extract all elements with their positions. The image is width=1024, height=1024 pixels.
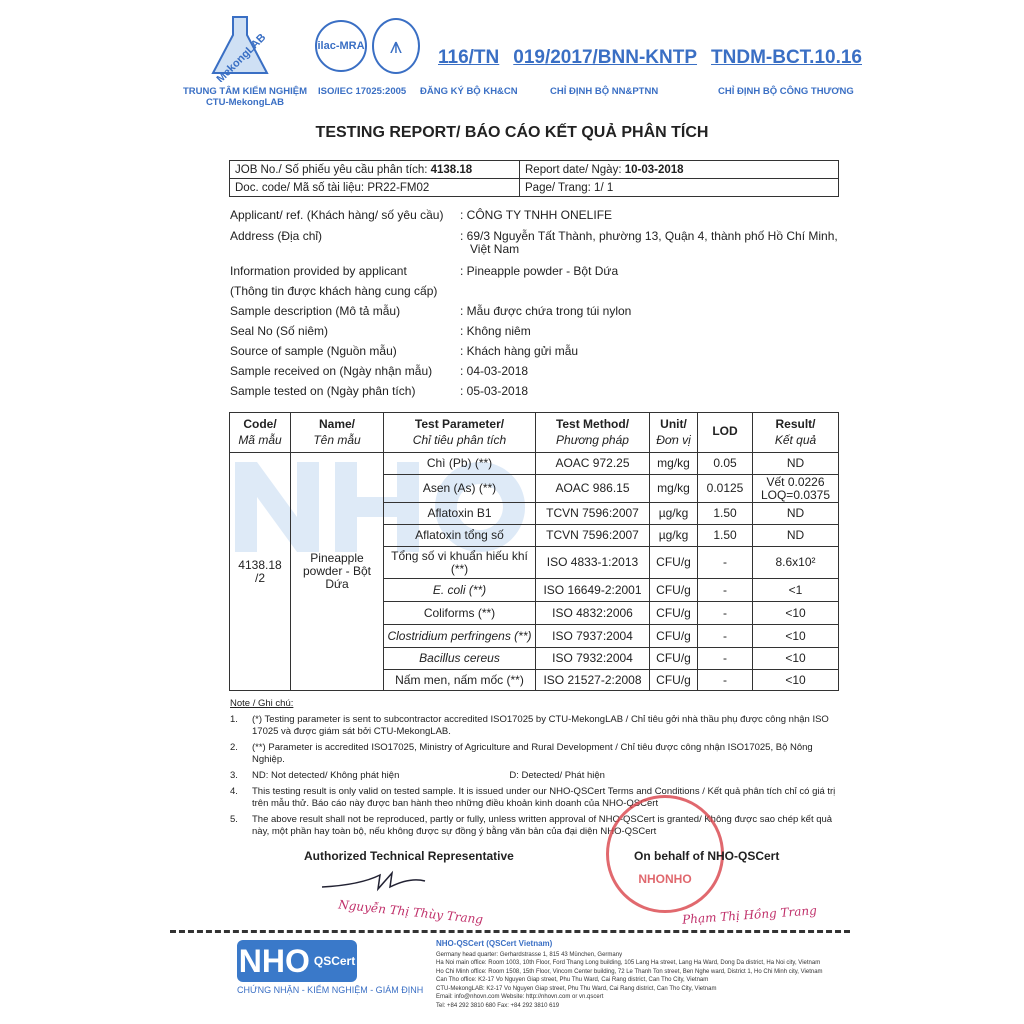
footer-line: Germany head quarter: Gerhardstrasse 1, 815 43 München, Germany	[436, 951, 623, 958]
field-label: (Thông tin được khách hàng cung cấp)	[230, 284, 438, 298]
signer-left-name: Nguyễn Thị Thùy Trang	[337, 897, 484, 927]
field-label: Seal No (Số niêm)	[230, 324, 329, 338]
test-method: AOAC 986.15	[536, 475, 650, 503]
result: <10	[753, 625, 839, 648]
lod: -	[698, 648, 753, 670]
unit: mg/kg	[650, 453, 698, 475]
signer-right-name: Phạm Thị Hồng Trang	[681, 903, 818, 927]
report-title: TESTING REPORT/ BÁO CÁO KẾT QUẢ PHÂN TÍCH	[315, 124, 709, 141]
note-item: 3. ND: Not detected/ Không phát hiện D: Detected/ Phát hiện	[230, 770, 605, 781]
lod: 0.0125	[698, 475, 753, 503]
test-parameter: Coliforms (**)	[384, 602, 536, 625]
field-label: Source of sample (Nguồn mẫu)	[230, 344, 397, 358]
unit: CFU/g	[650, 579, 698, 602]
result: ND	[753, 503, 839, 525]
unit: CFU/g	[650, 670, 698, 691]
test-parameter: E. coli (**)	[384, 579, 536, 602]
lod: -	[698, 670, 753, 691]
test-method: ISO 21527-2:2008	[536, 670, 650, 691]
footer-tagline: CHỨNG NHẬN - KIỂM NGHIỆM - GIÁM ĐỊNH	[237, 985, 424, 995]
designation-label-2: CHỈ ĐỊNH BỘ CÔNG THƯƠNG	[718, 86, 854, 97]
test-parameter: Bacillus cereus	[384, 648, 536, 670]
test-method: ISO 4832:2006	[536, 602, 650, 625]
iso-label: ISO/IEC 17025:2005	[318, 86, 407, 97]
designation-label-1: CHỈ ĐỊNH BỘ NN&PTNN	[550, 86, 659, 97]
column-header: Test Method/ Phương pháp	[536, 413, 650, 453]
footer-line: Email: info@nhovn.com Website: http://nhovn.com or vn.qscert	[436, 994, 604, 1000]
sample-name: Pineapple powder - Bột Dứa	[291, 453, 384, 691]
field-value-cont: Việt Nam	[470, 242, 520, 256]
field-value: : Mẫu được chứa trong túi nylon	[460, 304, 632, 318]
test-method: TCVN 7596:2007	[536, 525, 650, 547]
svg-text:MekongLAB: MekongLAB	[214, 31, 269, 82]
test-parameter: Tổng số vi khuẩn hiếu khí (**)	[384, 547, 536, 579]
result: <10	[753, 670, 839, 691]
field-value: : Không niêm	[460, 324, 531, 338]
column-header: Unit/ Đơn vị	[650, 413, 698, 453]
test-parameter: Aflatoxin B1	[384, 503, 536, 525]
unit: mg/kg	[650, 475, 698, 503]
sample-code: 4138.18 /2	[230, 453, 291, 691]
lab-name: TRUNG TÂM KIỂM NGHIỆM CTU-MekongLAB	[182, 86, 308, 108]
notes-title: Note / Ghi chú:	[230, 698, 294, 709]
unit: µg/kg	[650, 525, 698, 547]
column-header: Result/ Kết quả	[753, 413, 839, 453]
lod: 1.50	[698, 525, 753, 547]
nho-qscert-logo: NHO QSCert	[237, 940, 357, 982]
unit: CFU/g	[650, 648, 698, 670]
field-label: Sample description (Mô tả mẫu)	[230, 304, 401, 318]
unit: CFU/g	[650, 625, 698, 648]
test-method: ISO 7932:2004	[536, 648, 650, 670]
field-label: Address (Địa chỉ)	[230, 229, 323, 243]
footer-line: Can Tho office: K2-17 Vo Nguyen Giap street, Phu Thu Ward, Cai Rang district, Can Tho City, Vietnam	[436, 977, 709, 983]
report-meta-table: JOB No./ Số phiếu yêu cầu phân tích: 4138.18 Report date/ Ngày: 10-03-2018 Doc. code/ Mã số tài liệu: PR22-FM02 Page/ Trang: 1/ 1	[229, 160, 839, 197]
lod: 0.05	[698, 453, 753, 475]
result: 8.6x10²	[753, 547, 839, 579]
test-method: ISO 16649-2:2001	[536, 579, 650, 602]
on-behalf-label: On behalf of NHO-QSCert	[634, 849, 780, 863]
field-value: : Pineapple powder - Bột Dứa	[460, 264, 619, 278]
lod: -	[698, 547, 753, 579]
lod: -	[698, 625, 753, 648]
field-label: Sample tested on (Ngày phân tích)	[230, 384, 416, 398]
field-label: Applicant/ ref. (Khách hàng/ số yêu cầu)	[230, 208, 444, 222]
field-value: : 04-03-2018	[460, 364, 529, 378]
unit: CFU/g	[650, 547, 698, 579]
column-header: Name/ Tên mẫu	[291, 413, 384, 453]
result: Vết 0.0226 LOQ=0.0375	[753, 475, 839, 503]
registration-label: ĐĂNG KÝ BỘ KH&CN	[420, 86, 518, 97]
test-parameter: Clostridium perfringens (**)	[384, 625, 536, 648]
result: ND	[753, 525, 839, 547]
lod: 1.50	[698, 503, 753, 525]
signature-left	[320, 865, 430, 895]
field-value: : CÔNG TY TNHH ONELIFE	[460, 208, 613, 222]
test-method: ISO 4833-1:2013	[536, 547, 650, 579]
footer-contact: NHO-QSCert (QSCert Vietnam) Germany head quarter: Gerhardstrasse 1, 815 43 München, Germany Ha Noi main office: Room 1003, 10th Floor, Ford Thang Long building, 105 Lang Ha street, Lang Ha Ward, Dong Da district, Ha Noi city, Vietnam Ho Chi Minh office: Room 1508, 15th Floor, Vincom Center building, 72 Le Thanh Ton street, Ben Nghe ward, District 1, Ho Chi Minh city, Vietnam Can Tho office: K2-17 Vo Nguyen Giap street, Phu Thu Ward, Cai Rang district, Can Tho City, Vietnam CTU-MekongLAB: K2-17 Vo Nguyen Giap street, Phu Thu Ward, Cai Rang district, Can Tho City, Vietnam Email: info@nhovn.com Website: http://nhovn.com or vn.qscert Tel: +84 292 3810 680 Fax: +84 292 3810 619	[436, 939, 823, 1009]
unit: µg/kg	[650, 503, 698, 525]
result: ND	[753, 453, 839, 475]
table-row	[230, 453, 839, 475]
footer-divider	[170, 930, 850, 933]
test-method: TCVN 7596:2007	[536, 503, 650, 525]
company-stamp: NHONHO	[606, 795, 724, 913]
lod: -	[698, 579, 753, 602]
results-table	[229, 412, 839, 691]
field-value: : 05-03-2018	[460, 384, 529, 398]
test-parameter: Nấm men, nấm mốc (**)	[384, 670, 536, 691]
column-header: LOD	[698, 413, 753, 453]
footer-line: Ho Chi Minh office: Room 1508, 15th Floor, Vincom Center building, 72 Le Thanh Ton street, Ben Nghe ward, District 1, Ho Chi Minh city, Vietnam	[436, 968, 823, 975]
accreditation-codes: 116/TN 019/2017/BNN-KNTP TNDM-BCT.10.16	[438, 47, 862, 68]
note-item: 5. The above result shall not be reproduced, partly or fully, unless written approval of NHO-QSCert is granted/ Không được sao chép kết quả này, một phần hay toàn bộ, nếu không được sự đồng ý bằng văn bản của đại diện NHO-QSCert	[230, 814, 833, 837]
note-item: 1. (*) Testing parameter is sent to subcontractor accredited ISO17025 by CTU-MekongLAB / Chỉ tiêu gởi nhà thầu phụ được công nhận ISO 17025 và được giám sát bởi CTU-MekongLAB.	[230, 714, 829, 737]
field-value: : Khách hàng gửi mẫu	[460, 344, 579, 358]
column-header: Test Parameter/ Chỉ tiêu phân tích	[384, 413, 536, 453]
note-item: 2. (**) Parameter is accredited ISO17025, Ministry of Agriculture and Rural Development / Chỉ tiêu được công nhận ISO17025, Bộ Nông Nghiệp.	[230, 742, 813, 765]
note-item: 4. This testing result is only valid on tested sample. It is issued under our NHO-QSCert Terms and Conditions / Kết quả phân tích chỉ có giá trị trên mẫu thử. Báo cáo này được ban hành theo những điều khoản kinh doanh của NHO-QSCert	[230, 786, 836, 809]
boa-accreditation-logo: ⩚	[372, 18, 420, 74]
field-label: Information provided by applicant	[230, 264, 407, 278]
unit: CFU/g	[650, 602, 698, 625]
test-method: AOAC 972.25	[536, 453, 650, 475]
result: <10	[753, 648, 839, 670]
field-label: Sample received on (Ngày nhận mẫu)	[230, 364, 433, 378]
notes	[230, 698, 842, 838]
lod: -	[698, 602, 753, 625]
test-parameter: Chì (Pb) (**)	[384, 453, 536, 475]
footer-line: CTU-MekongLAB: K2-17 Vo Nguyen Giap street, Phu Thu Ward, Cai Rang district, Can Tho City, Vietnam	[436, 985, 717, 992]
test-method: ISO 7937:2004	[536, 625, 650, 648]
result: <1	[753, 579, 839, 602]
test-parameter: Asen (As) (**)	[384, 475, 536, 503]
field-value: : 69/3 Nguyễn Tất Thành, phường 13, Quận 4, thành phố Hồ Chí Minh,	[460, 229, 838, 243]
test-parameter: Aflatoxin tổng số	[384, 525, 536, 547]
footer-line: Ha Noi main office: Room 1003, 10th Floor, Ford Thang Long building, 105 Lang Ha street, Lang Ha Ward, Dong Da district, Ha Noi city, Vietnam	[436, 960, 821, 966]
footer-line: Tel: +84 292 3810 680 Fax: +84 292 3810 619	[436, 1002, 560, 1009]
ilac-mra-logo: ilac-MRA	[315, 20, 367, 72]
authorized-rep-label: Authorized Technical Representative	[304, 849, 514, 863]
result: <10	[753, 602, 839, 625]
column-header: Code/ Mã mẫu	[230, 413, 291, 453]
mekonglab-logo	[205, 12, 275, 82]
